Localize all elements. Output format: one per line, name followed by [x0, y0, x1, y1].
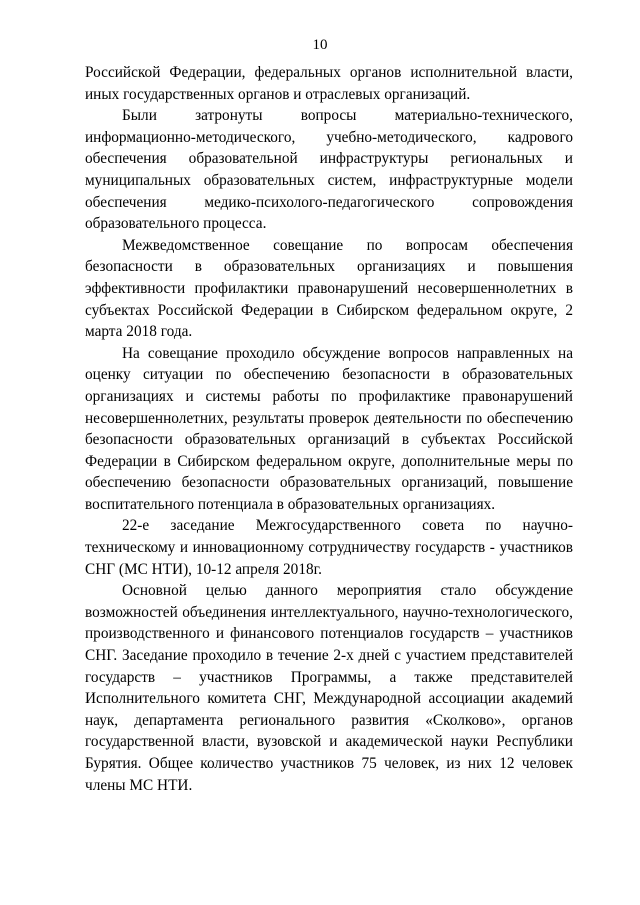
- page-number: 10: [312, 37, 328, 53]
- paragraph-2: Были затронуты вопросы материально-технического, информационно-методического, учебно-методического, кадрового обеспечения образовательной инфраструктуры региональных и муниципальных образовательных систем, инфраструктурные модели обеспечения медико-психолого-педагогического сопровождения образовательного процесса.: [85, 107, 573, 233]
- paragraph-4: На совещание проходило обсуждение вопросов направленных на оценку ситуации по обеспечению безопасности в образовательных организациях и системы работы по профилактике правонарушений несовершеннолетних, результаты проверок деятельности по обеспечению безопасности образовательных организаций в субъектах Российской Федерации в Сибирском федеральном округе, дополнительные меры по обеспечению безопасности образовательных организаций, повышение воспитательного потенциала в образовательных организациях.: [85, 344, 573, 513]
- paragraph-1-continued: Российской Федерации, федеральных органов исполнительной власти, иных государственных органов и отраслевых организаций.: [85, 64, 573, 103]
- paragraph-3: Межведомственное совещание по вопросам обеспечения безопасности в образовательных организациях и повышения эффективности профилактики правонарушений несовершеннолетних в субъектах Российской Федерации в Сибирском федеральном округе, 2 марта 2018 года.: [85, 236, 573, 341]
- paragraph-6: Основной целью данного мероприятия стало обсуждение возможностей объединения интеллектуального, научно-технологического, производственного и финансового потенциалов государств – участников СНГ. Заседание проходило в течение 2-х дней с участием представителей государств – участников Программы, а также представителей Исполнительного комитета СНГ, Международной ассоциации академий наук, департамента регионального развития «Сколково», органов государственной власти, вузовской и академической науки Республики Бурятия. Общее количество участников 75 человек, из них 12 человек члены МС НТИ.: [85, 582, 573, 794]
- paragraph-5: 22-е заседание Межгосударственного совета по научно-техническому и инновационному сотрудничеству государств - участников СНГ (МС НТИ), 10-12 апреля 2018г.: [85, 517, 573, 578]
- document-body: [85, 62, 573, 796]
